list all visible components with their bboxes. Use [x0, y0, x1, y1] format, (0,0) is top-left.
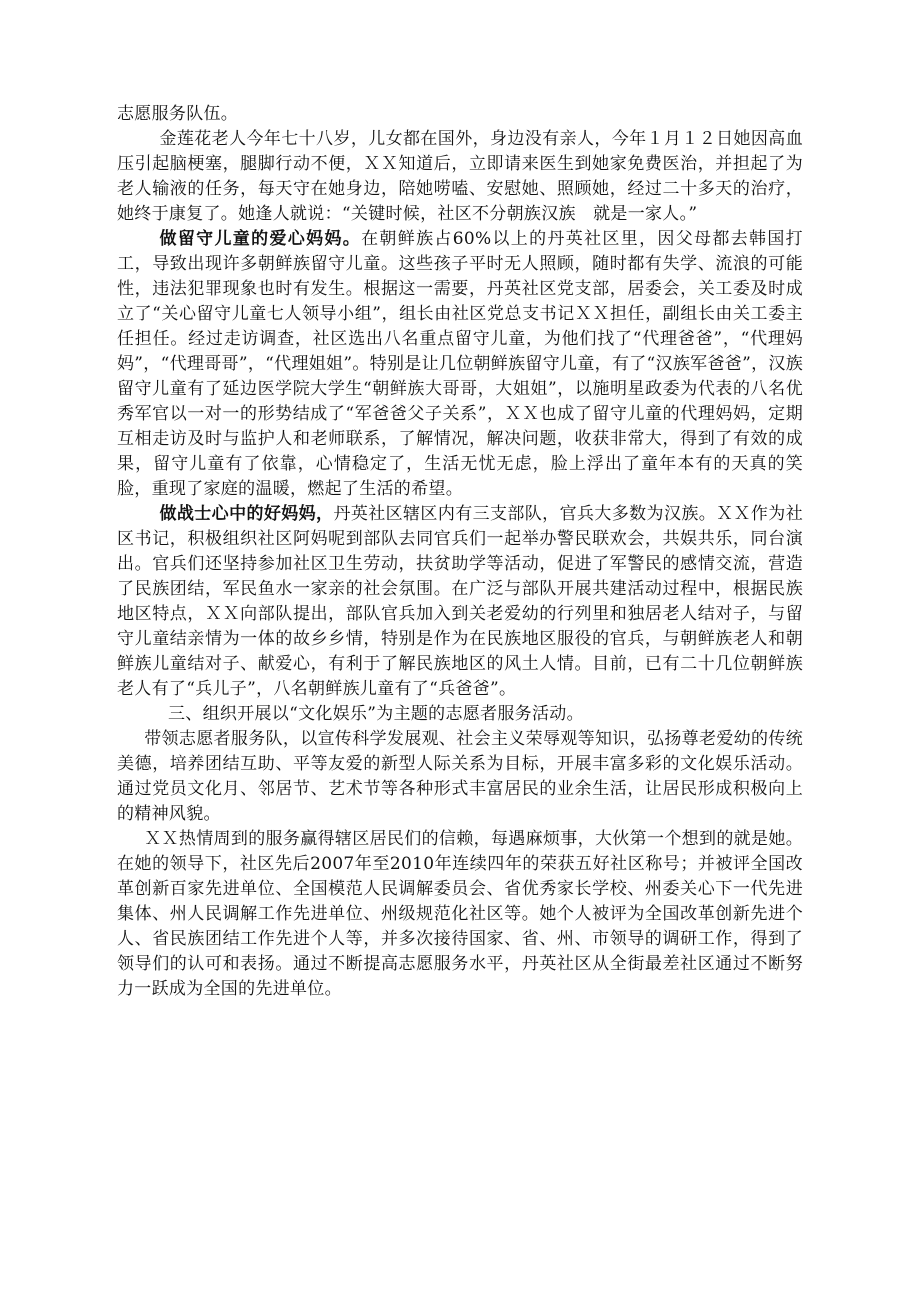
section-heading-culture: 三、组织开展以“文化娱乐”为主题的志愿者服务活动。 [168, 704, 584, 724]
document-body [117, 102, 803, 1002]
section-body-children: 在朝鲜族占60%以上的丹英社区里，因父母都去韩国打工，导致出现许多朝鲜族留守儿童。这些孩子平时无人照顾，随时都有失学、流浪的可能性，违法犯罪现象也时有发生。根据这一需要，丹英社区党支部，居委会，关工委及时成立了“关心留守儿童七人领导小组”，组长由社区党总支书记ＸＸ担任，副组长由关工委主任担任。经过走访调查，社区选出八名重点留守儿童，为他们找了“代理爸爸”，“代理妈妈”，“代理哥哥”，“代理姐姐”。特别是让几位朝鲜族留守儿童，有了“汉族军爸爸”，汉族留守儿童有了延边医学院大学生“朝鲜族大哥哥，大姐姐”，以施明星政委为代表的八名优秀军官以一对一的形势结成了“军爸爸父子关系”，ＸＸ也成了留守儿童的代理妈妈，定期互相走访及时与监护人和老师联系，了解情况，解决问题，收获非常大，得到了有效的成果，留守儿童有了依靠，心情稳定了，生活无忧无虑，脸上浮出了童年本有的天真的笑脸，重现了家庭的温暖，燃起了生活的希望。 [117, 229, 803, 499]
paragraph-left-behind-children [117, 227, 803, 502]
section-lead-soldiers: 做战士心中的好妈妈， [159, 504, 334, 524]
paragraph-culture-activities: 带领志愿者服务队，以宣传科学发展观、社会主义荣辱观等知识，弘扬尊老爱幼的传统美德，培养团结互助、平等友爱的新型人际关系为目标，开展丰富多彩的文化娱乐活动。通过党员文化月、邻居节、艺术节等各种形式丰富居民的业余生活，让居民形成积极向上的精神风貌。 [117, 729, 803, 824]
paragraph-elderly-care: 金莲花老人今年七十八岁，儿女都在国外，身边没有亲人，今年１月１２日她因高血压引起脑梗塞，腿脚行动不便，ＸＸ知道后，立即请来医生到她家免费医治，并担起了为老人输液的任务，每天守在她身边，陪她唠嗑、安慰她、照顾她，经过二十多天的治疗，她终于康复了。她逢人就说：“关键时候，社区不分朝族汉族 就是一家人。” [117, 129, 803, 224]
paragraph-soldiers [117, 502, 803, 702]
section-lead-children: 做留守儿童的爱心妈妈。 [159, 229, 362, 249]
paragraph-achievements: ＸＸ热情周到的服务赢得辖区居民们的信赖，每遇麻烦事，大伙第一个想到的就是她。在她的领导下，社区先后2007年至2010年连续四年的荣获五好社区称号；并被评全国改革创新百家先进单位、全国模范人民调解委员会、省优秀家长学校、州委关心下一代先进集体、州人民调解工作先进单位、州级规范化社区等。她个人被评为全国改革创新先进个人、省民族团结工作先进个人等，并多次接待国家、省、州、市领导的调研工作，得到了领导们的认可和表扬。通过不断提高志愿服务水平，丹英社区从全街最差社区通过不断努力一跃成为全国的先进单位。 [117, 829, 803, 999]
section-body-soldiers: 丹英社区辖区内有三支部队，官兵大多数为汉族。ＸＸ作为社区书记，积极组织社区阿妈呢到部队去同官兵们一起举办警民联欢会，共娱共乐，同台演出。官兵们还坚持参加社区卫生劳动，扶贫助学等活动，促进了军警民的感情交流，营造了民族团结，军民鱼水一家亲的社会氛围。在广泛与部队开展共建活动过程中，根据民族地区特点，ＸＸ向部队提出，部队官兵加入到关老爱幼的行列里和独居老人结对子，与留守儿童结亲情为一体的故乡乡情，特别是作为在民族地区服役的官兵，与朝鲜族老人和朝鲜族儿童结对子、献爱心，有利于了解民族地区的风土人情。目前，已有二十几位朝鲜族老人有了“兵儿子”，八名朝鲜族儿童有了“兵爸爸”。 [117, 504, 804, 699]
paragraph-volunteer-team: 志愿服务队伍。 [117, 104, 239, 124]
